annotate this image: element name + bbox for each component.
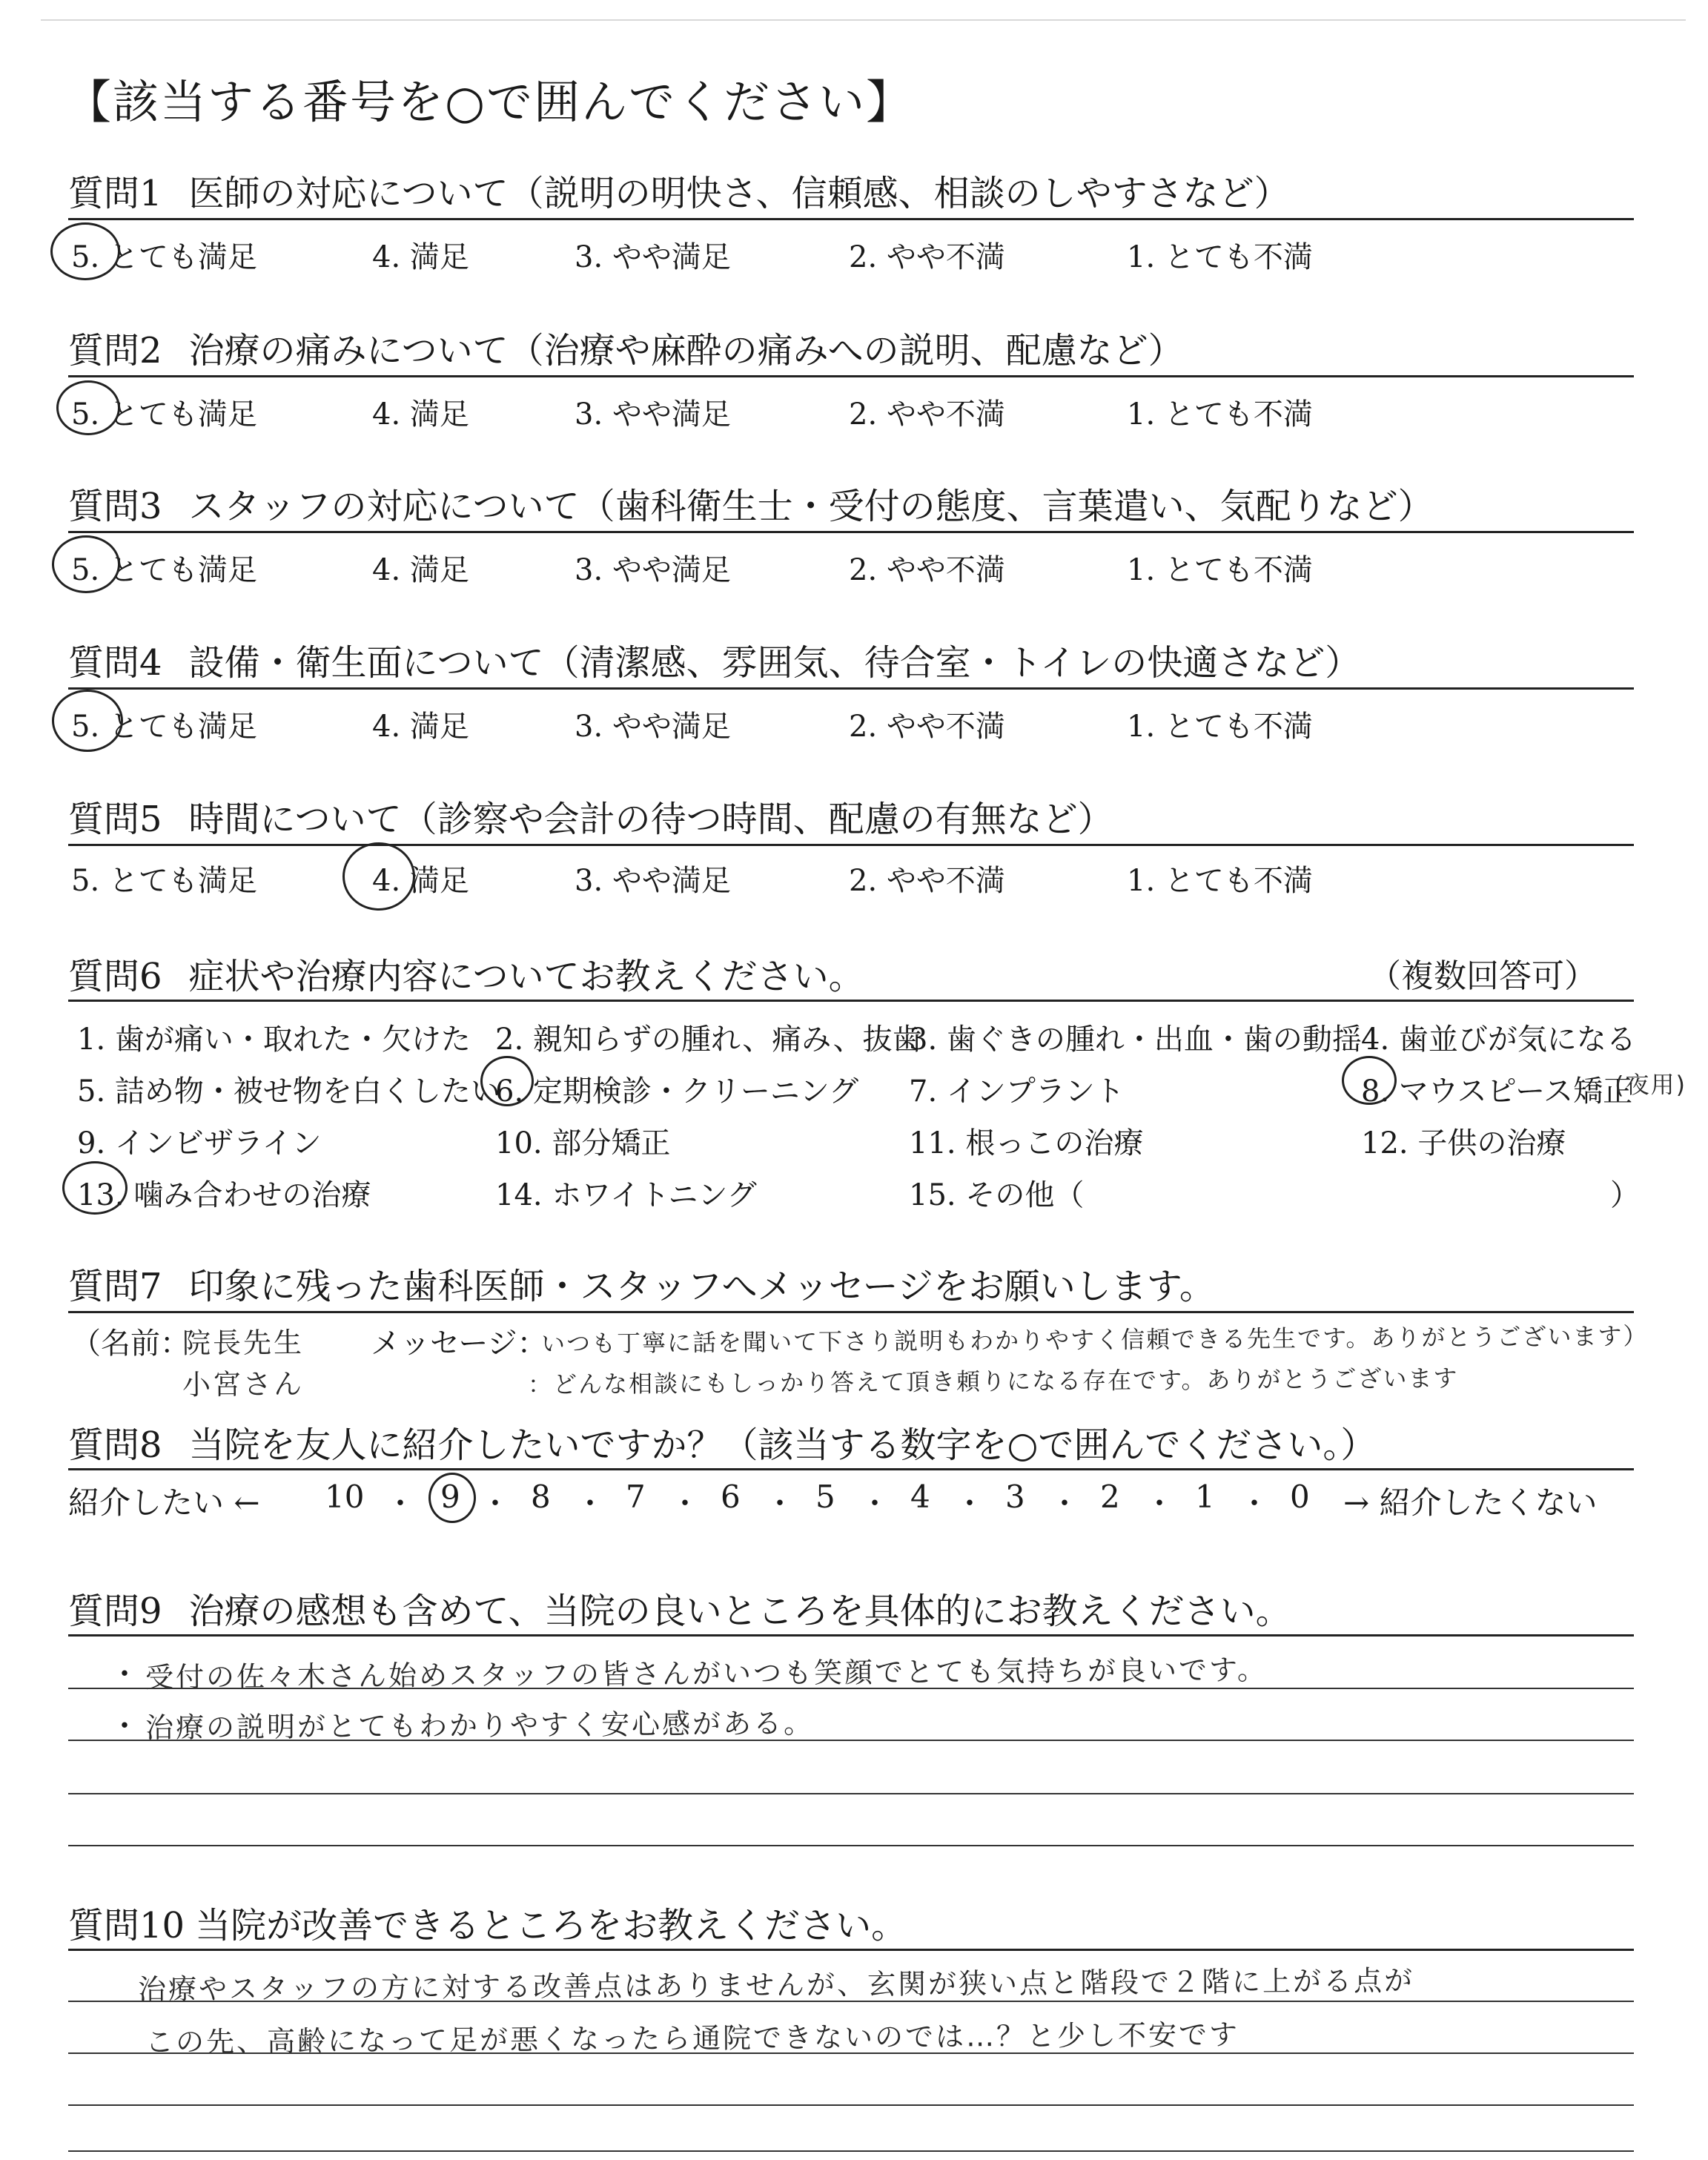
treatment-option[interactable]: 10. 部分矯正 <box>495 1126 671 1160</box>
treatment-option[interactable]: 8. マウスピース矯正 <box>1361 1074 1633 1109</box>
scale-separator: ・ <box>575 1487 605 1521</box>
treatment-option[interactable]: 11. 根っこの治療 <box>909 1126 1144 1160</box>
selection-circle <box>52 690 123 752</box>
question-5-title <box>68 790 1113 842</box>
scale-separator: ・ <box>1239 1487 1269 1521</box>
rating-option-5[interactable]: 5. とても満足 <box>71 240 257 274</box>
rating-option-1[interactable]: 1. とても不満 <box>1127 710 1313 744</box>
answer-line <box>68 2001 1634 2002</box>
handwritten-note-night-use: (夜用) <box>1614 1070 1687 1100</box>
selection-circle <box>480 1056 534 1106</box>
scale-separator: ・ <box>860 1487 890 1521</box>
treatment-option[interactable]: 7. インプラント <box>909 1074 1125 1109</box>
question-number: 質問5 <box>68 799 162 840</box>
handwritten-answer-line: 治療やスタッフの方に対する改善点はありませんが、玄関が狭い点と階段で２階に上がる点が <box>137 1964 1415 2007</box>
question-rule <box>68 1949 1634 1951</box>
selection-circle <box>1342 1056 1397 1105</box>
question-rule <box>68 1468 1634 1470</box>
answer-line <box>68 1793 1634 1794</box>
treatment-option[interactable]: 9. インビザライン <box>77 1126 322 1160</box>
question-text: 治療の痛みについて（治療や麻酔の痛みへの説明、配慮など） <box>188 330 1184 371</box>
scale-separator: ・ <box>765 1487 795 1521</box>
question-9-title <box>68 1582 1291 1634</box>
selection-circle <box>342 842 415 911</box>
question-number: 質問1 <box>68 173 162 214</box>
treatment-option[interactable]: 13. 噛み合わせの治療 <box>77 1178 371 1212</box>
scale-value[interactable]: 5 <box>815 1479 835 1515</box>
rating-option-3[interactable]: 3. やや満足 <box>575 864 731 898</box>
treatment-option[interactable]: 1. 歯が痛い・取れた・欠けた <box>77 1023 471 1057</box>
question-1-title <box>68 165 1290 216</box>
question-number: 質問10 <box>68 1905 185 1946</box>
question-text: スタッフの対応について（歯科衛生士・受付の態度、言葉遣い、気配りなど） <box>188 486 1434 527</box>
treatment-option[interactable]: 2. 親知らずの腫れ、痛み、抜歯 <box>495 1023 922 1057</box>
question-text: 治療の感想も含めて、当院の良いところを具体的にお教えください。 <box>188 1591 1291 1632</box>
question-text: 設備・衛生面について（清潔感、雰囲気、待合室・トイレの快適さなど） <box>188 642 1361 684</box>
selection-circle <box>52 535 120 593</box>
treatment-option[interactable]: 12. 子供の治療 <box>1361 1126 1566 1160</box>
answer-line <box>68 2104 1634 2106</box>
rating-option-2[interactable]: 2. やや不満 <box>849 397 1005 432</box>
question-10-title <box>68 1897 907 1948</box>
question-3-title <box>68 478 1434 529</box>
question-number: 質問8 <box>68 1424 162 1466</box>
question-number: 質問4 <box>68 642 162 684</box>
scale-value[interactable]: 2 <box>1100 1479 1120 1515</box>
rating-option-1[interactable]: 1. とても不満 <box>1127 553 1313 587</box>
question-2-title <box>68 322 1184 373</box>
treatment-option[interactable]: 5. 詰め物・被せ物を白くしたい <box>77 1074 500 1109</box>
question-rule <box>68 1000 1634 1002</box>
scale-separator: ・ <box>670 1487 700 1521</box>
answer-line <box>68 2052 1634 2054</box>
question-rule <box>68 687 1634 690</box>
question-text: 時間について（診察や会計の待つ時間、配慮の有無など） <box>188 799 1113 840</box>
rating-option-3[interactable]: 3. やや満足 <box>575 240 731 274</box>
answer-line <box>68 1845 1634 1846</box>
selection-circle <box>50 222 120 280</box>
scale-left-label: 紹介したい ← <box>68 1484 260 1521</box>
scale-value[interactable]: 1 <box>1195 1479 1215 1515</box>
rating-option-4[interactable]: 4. 満足 <box>372 397 469 432</box>
question-number: 質問3 <box>68 486 162 527</box>
question-rule <box>68 1311 1634 1313</box>
handwritten-message: いつも丁寧に話を聞いて下さり説明もわかりやすく信頼できる先生です。ありがとうございます） <box>540 1321 1649 1358</box>
handwritten-answer-line: この先、高齢になって足が悪くなったら通院できないのでは…？と少し不安です <box>145 2018 1240 2059</box>
scale-value[interactable]: 7 <box>626 1479 646 1515</box>
treatment-option[interactable]: 15. その他（ <box>909 1178 1085 1212</box>
treatment-option[interactable]: 4. 歯並びが気になる <box>1361 1023 1636 1057</box>
question-text: 症状や治療内容についてお教えください。 <box>188 956 864 997</box>
bullet: ・ <box>110 1657 139 1691</box>
answer-line <box>68 2150 1634 2152</box>
scale-separator: ・ <box>1145 1487 1174 1521</box>
other-close-paren: ） <box>1610 1178 1640 1212</box>
question-7-title <box>68 1258 1215 1309</box>
instructions-heading: 【該当する番号を○で囲んでください】 <box>65 75 914 129</box>
scale-value[interactable]: 4 <box>910 1479 930 1515</box>
scale-value[interactable]: 8 <box>531 1479 551 1515</box>
scale-right-label: → 紹介したくない <box>1343 1484 1598 1521</box>
question-number: 質問9 <box>68 1591 162 1632</box>
rating-option-5[interactable]: 5. とても満足 <box>71 864 257 898</box>
rating-option-4[interactable]: 4. 満足 <box>372 240 469 274</box>
rating-option-5[interactable]: 5. とても満足 <box>71 553 257 587</box>
question-text: 医師の対応について（説明の明快さ、信頼感、相談のしやすさなど） <box>188 173 1290 214</box>
scale-value[interactable]: 6 <box>721 1479 741 1515</box>
answer-line <box>68 1688 1634 1689</box>
rating-option-2[interactable]: 2. やや不満 <box>849 240 1005 274</box>
rating-option-4[interactable]: 4. 満足 <box>372 864 469 898</box>
handwritten-message: ：どんな相談にもしっかり答えて頂き頼りになる存在です。ありがとうございます <box>527 1364 1459 1399</box>
question-6-title <box>68 948 864 999</box>
question-text: 印象に残った歯科医師・スタッフへメッセージをお願いします。 <box>188 1266 1215 1307</box>
question-rule <box>68 531 1634 533</box>
scale-separator: ・ <box>480 1487 510 1521</box>
rating-option-2[interactable]: 2. やや不満 <box>849 553 1005 587</box>
question-8-title <box>68 1416 1376 1467</box>
rating-option-2[interactable]: 2. やや不満 <box>849 864 1005 898</box>
name-label: （名前： <box>71 1327 190 1361</box>
handwritten-answer-line: 受付の佐々木さん始めスタッフの皆さんがいつも笑顔でとても気持ちが良いです。 <box>145 1653 1268 1694</box>
question-rule <box>68 375 1634 377</box>
selection-circle <box>428 1473 476 1523</box>
rating-option-4[interactable]: 4. 満足 <box>372 710 469 744</box>
selection-circle <box>56 380 120 435</box>
multiple-answers-note: （複数回答可） <box>1368 957 1597 995</box>
question-number: 質問2 <box>68 330 162 371</box>
handwritten-name: 院長先生 <box>182 1326 305 1360</box>
question-number: 質問6 <box>68 956 162 997</box>
question-text: 当院が改善できるところをお教えください。 <box>195 1905 907 1946</box>
rating-option-1[interactable]: 1. とても不満 <box>1127 240 1313 274</box>
question-rule <box>68 844 1634 846</box>
selection-circle <box>62 1161 128 1215</box>
treatment-option[interactable]: 14. ホワイトニング <box>495 1178 757 1212</box>
scale-separator: ・ <box>1050 1487 1079 1521</box>
rating-option-3[interactable]: 3. やや満足 <box>575 553 731 587</box>
scale-value[interactable]: 10 <box>325 1479 365 1515</box>
scale-value[interactable]: 0 <box>1290 1479 1310 1515</box>
page-top-border <box>41 19 1686 21</box>
scale-value[interactable]: 3 <box>1005 1479 1025 1515</box>
scale-separator: ・ <box>955 1487 984 1521</box>
treatment-option[interactable]: 6. 定期検診・クリーニング <box>495 1074 859 1109</box>
answer-line <box>68 1740 1634 1741</box>
handwritten-name: 小宮さん <box>182 1367 305 1401</box>
rating-option-5[interactable]: 5. とても満足 <box>71 397 257 432</box>
question-4-title <box>68 634 1360 685</box>
rating-option-2[interactable]: 2. やや不満 <box>849 710 1005 744</box>
handwritten-answer-line: 治療の説明がとてもわかりやすく安心感がある。 <box>145 1706 815 1745</box>
question-text: 当院を友人に紹介したいですか？（該当する数字を○で囲んでください。） <box>188 1424 1377 1466</box>
question-number: 質問7 <box>68 1266 162 1307</box>
rating-option-1[interactable]: 1. とても不満 <box>1127 397 1313 432</box>
rating-option-4[interactable]: 4. 満足 <box>372 553 469 587</box>
scale-separator: ・ <box>385 1487 415 1521</box>
message-label: メッセージ： <box>371 1327 547 1361</box>
question-rule <box>68 218 1634 220</box>
rating-option-3[interactable]: 3. やや満足 <box>575 397 731 432</box>
rating-option-3[interactable]: 3. やや満足 <box>575 710 731 744</box>
treatment-option[interactable]: 3. 歯ぐきの腫れ・出血・歯の動揺 <box>909 1023 1362 1057</box>
rating-option-5[interactable]: 5. とても満足 <box>71 710 257 744</box>
rating-option-1[interactable]: 1. とても不満 <box>1127 864 1313 898</box>
question-rule <box>68 1634 1634 1636</box>
bullet: ・ <box>110 1709 139 1743</box>
scale-value[interactable]: 9 <box>440 1479 460 1515</box>
